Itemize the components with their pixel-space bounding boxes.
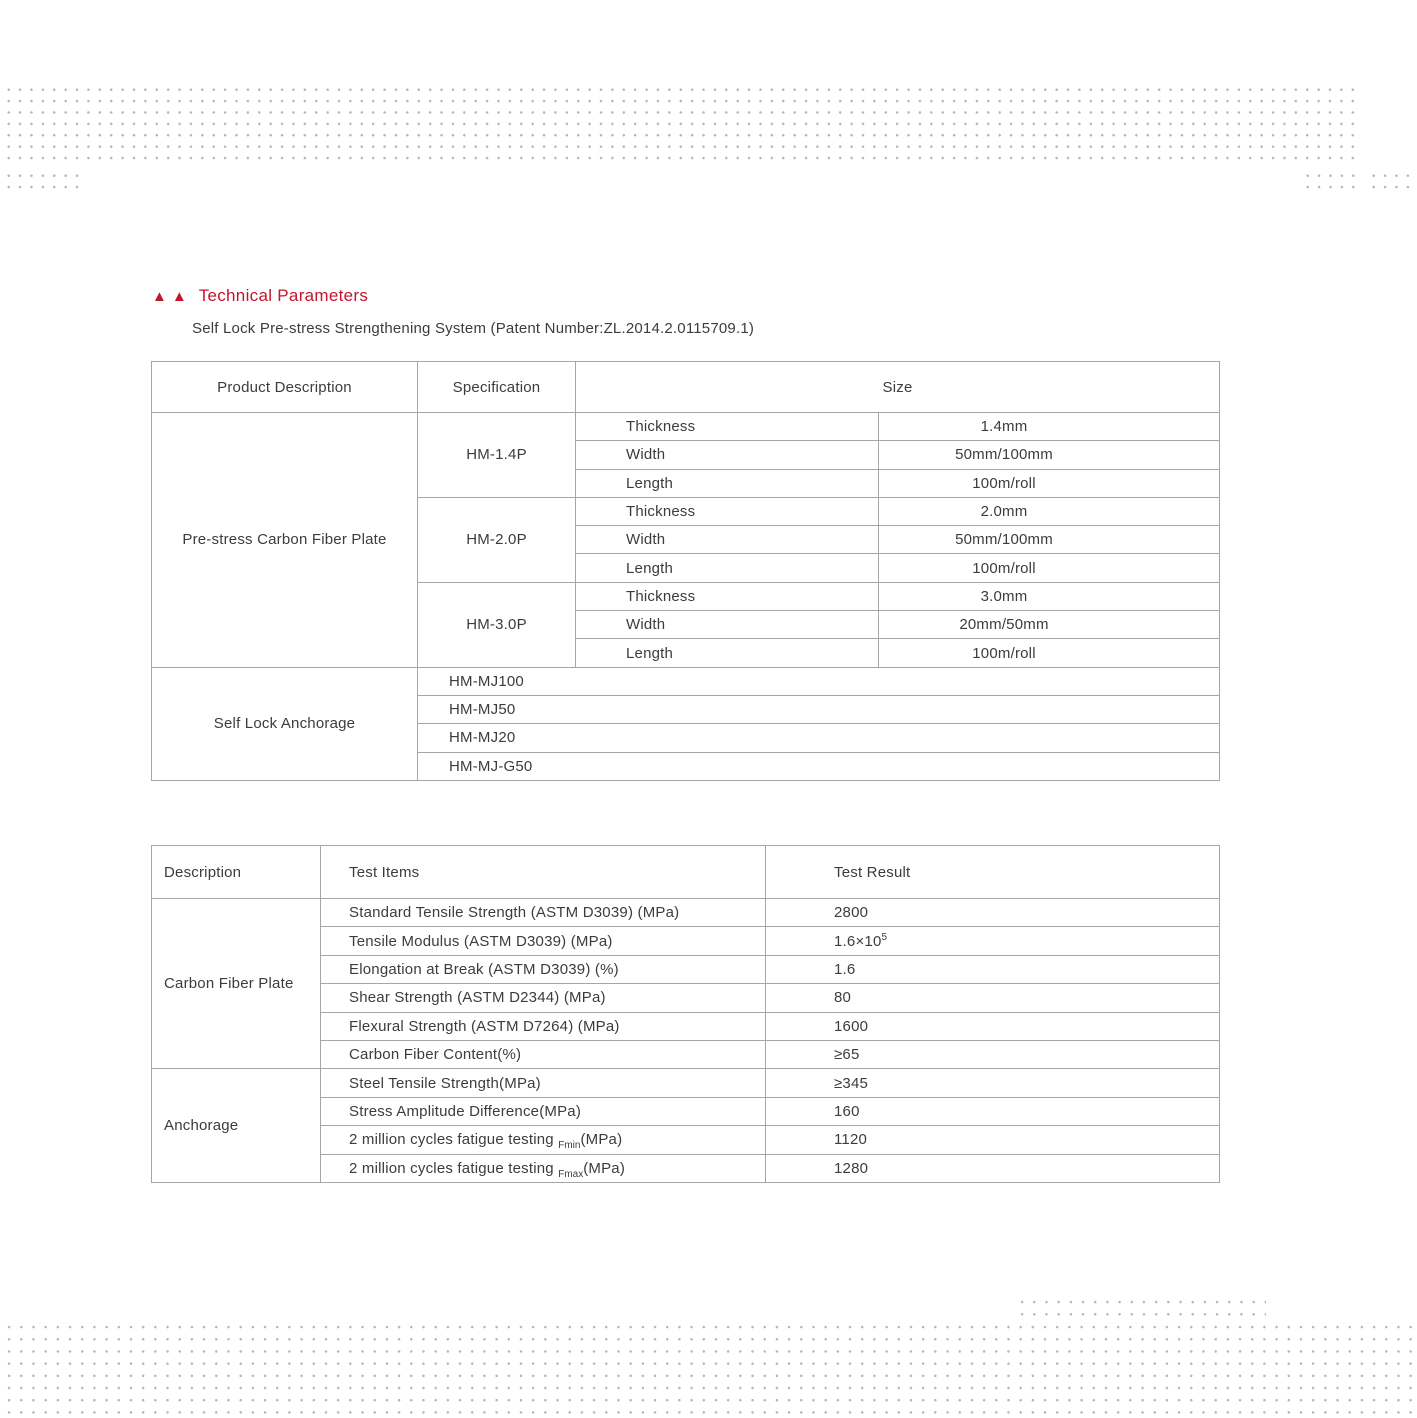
col-header-specification: Specification	[418, 362, 576, 413]
size-value-cell: 50mm/100mm	[879, 441, 1220, 469]
size-value-cell: 50mm/100mm	[879, 526, 1220, 554]
test-result-cell: 80	[766, 984, 1220, 1012]
test-item-cell	[321, 1126, 766, 1154]
product-spec-table	[151, 361, 1220, 781]
test-item-cell: Standard Tensile Strength (ASTM D3039) (MPa)	[321, 899, 766, 927]
size-value-cell: 20mm/50mm	[879, 611, 1220, 639]
size-label-cell: Thickness	[576, 413, 879, 441]
system-subtitle: Self Lock Pre-stress Strengthening System (Patent Number:ZL.2014.2.0115709.1)	[192, 320, 755, 337]
test-result-cell: 1600	[766, 1012, 1220, 1040]
anchorage-model-cell: HM-MJ50	[418, 695, 1220, 723]
col-header-test-items: Test Items	[321, 846, 766, 899]
dot-pattern-top-left-extension	[0, 167, 80, 192]
test-results-table	[151, 845, 1220, 1183]
test-result-cell: 1280	[766, 1154, 1220, 1182]
test-item-cell: Shear Strength (ASTM D2344) (MPa)	[321, 984, 766, 1012]
test-result-cell: 1.6	[766, 955, 1220, 983]
size-value-cell: 100m/roll	[879, 554, 1220, 582]
table-row	[152, 413, 1220, 441]
test-item-cell: Elongation at Break (ASTM D3039) (%)	[321, 955, 766, 983]
col-header-size: Size	[576, 362, 1220, 413]
size-label-cell: Width	[576, 611, 879, 639]
anchorage-model-cell: HM-MJ20	[418, 724, 1220, 752]
test-result-cell: 160	[766, 1097, 1220, 1125]
test-result-cell: ≥345	[766, 1069, 1220, 1097]
spec-model-cell: HM-2.0P	[418, 497, 576, 582]
col-header-product-description: Product Description	[152, 362, 418, 413]
size-label-cell: Thickness	[576, 497, 879, 525]
description-cell: Carbon Fiber Plate	[152, 899, 321, 1069]
col-header-test-result: Test Result	[766, 846, 1220, 899]
description-cell: Anchorage	[152, 1069, 321, 1183]
table-row	[152, 1069, 1220, 1097]
dot-pattern-top-right-extension-b	[1365, 167, 1417, 192]
size-label-cell: Length	[576, 554, 879, 582]
test-item-suffix: (MPa)	[580, 1131, 623, 1149]
test-item-subscript: Fmin	[558, 1140, 581, 1152]
section-title	[152, 286, 368, 306]
test-result-cell: 1120	[766, 1126, 1220, 1154]
table-header-row	[152, 846, 1220, 899]
product-name-cell: Pre-stress Carbon Fiber Plate	[152, 413, 418, 668]
test-item-text: 2 million cycles fatigue testing	[349, 1159, 559, 1177]
size-label-cell: Length	[576, 639, 879, 667]
size-value-cell: 3.0mm	[879, 582, 1220, 610]
size-value-cell: 100m/roll	[879, 639, 1220, 667]
size-value-cell: 1.4mm	[879, 413, 1220, 441]
dot-pattern-top-right-extension-a	[1299, 167, 1356, 192]
test-result-cell: 2800	[766, 899, 1220, 927]
anchorage-model-cell: HM-MJ-G50	[418, 752, 1220, 780]
section-title-text: Technical Parameters	[198, 286, 369, 305]
dot-pattern-bottom-right-block	[1013, 1293, 1266, 1319]
test-item-text: 2 million cycles fatigue testing	[349, 1131, 559, 1149]
result-exponent: 5	[881, 931, 888, 943]
test-item-cell: Carbon Fiber Content(%)	[321, 1040, 766, 1068]
test-result-cell	[766, 927, 1220, 955]
product-name-cell: Self Lock Anchorage	[152, 667, 418, 780]
test-item-cell: Flexural Strength (ASTM D7264) (MPa)	[321, 1012, 766, 1040]
triangle-markers-icon: ▲▲	[152, 287, 192, 305]
test-item-cell: Stress Amplitude Difference(MPa)	[321, 1097, 766, 1125]
size-label-cell: Width	[576, 441, 879, 469]
size-value-cell: 2.0mm	[879, 497, 1220, 525]
test-result-cell: ≥65	[766, 1040, 1220, 1068]
test-item-cell: Steel Tensile Strength(MPa)	[321, 1069, 766, 1097]
test-item-suffix: (MPa)	[583, 1159, 626, 1177]
size-label-cell: Thickness	[576, 582, 879, 610]
spec-model-cell: HM-1.4P	[418, 413, 576, 498]
size-label-cell: Length	[576, 469, 879, 497]
table-row	[152, 899, 1220, 927]
size-value-cell: 100m/roll	[879, 469, 1220, 497]
table-row	[152, 667, 1220, 695]
col-header-description: Description	[152, 846, 321, 899]
test-item-cell	[321, 1154, 766, 1182]
dot-pattern-bottom-band	[0, 1318, 1417, 1418]
spec-model-cell: HM-3.0P	[418, 582, 576, 667]
anchorage-model-cell: HM-MJ100	[418, 667, 1220, 695]
size-label-cell: Width	[576, 526, 879, 554]
test-item-cell: Tensile Modulus (ASTM D3039) (MPa)	[321, 927, 766, 955]
test-result-value: 1.6×10	[834, 932, 882, 950]
dot-pattern-top	[0, 81, 1356, 166]
table-header-row	[152, 362, 1220, 413]
test-item-subscript: Fmax	[558, 1168, 584, 1180]
